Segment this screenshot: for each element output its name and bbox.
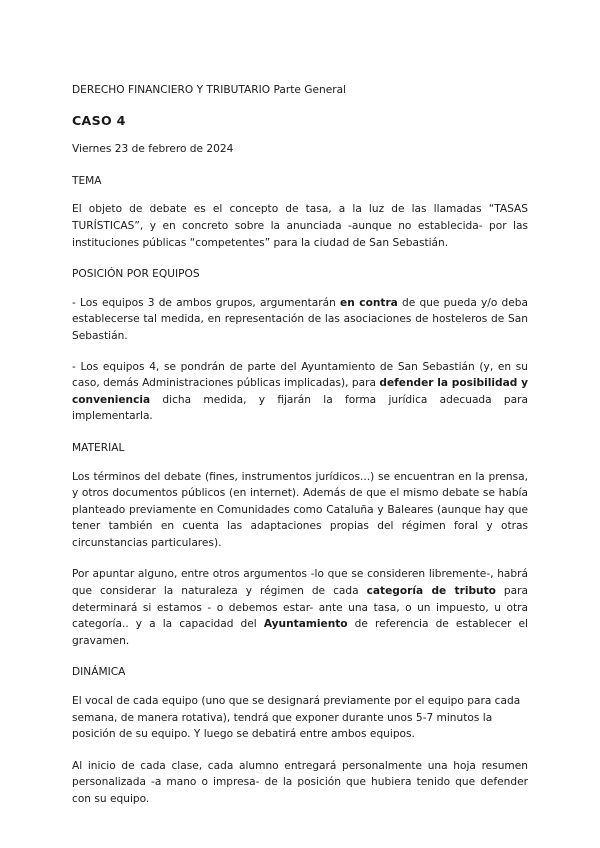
section-heading-dinamica: DINÁMICA (72, 666, 126, 679)
section-heading-tema: TEMA (72, 174, 102, 187)
dinamica-paragraph-2: Al inicio de cada clase, cada alumno entregará personalmente una hoja resumen personalizada -a mano o impresa- de la posición que hubiera tenido que defender con su equipo. (72, 759, 528, 805)
material-p2-text-start: Por apuntar alguno, entre otros argumentos -lo que se consideren libremente-, habrá que considerar la naturaleza y régimen de cada (72, 568, 528, 598)
posicion-p1-emphasis: en contra (340, 296, 398, 309)
material-paragraph-1: Los términos del debate (fines, instrumentos jurídicos...) se encuentran en la prensa, y otros documentos públicos (en internet). Además de que el mismo debate se había planteado previamente en Comunidades como Cataluña y Baleares (aunque hay que tener también en cuenta las adaptaciones propias del régimen foral y otras circunstancias particulares). (72, 470, 528, 549)
posicion-p1-text-start: - Los equipos 3 de ambos grupos, argumentarán (72, 296, 341, 309)
posicion-p2-emphasis: defender la posibilidad y conveniencia (72, 377, 528, 406)
material-p2-emphasis-2: Ayuntamiento (263, 618, 348, 631)
posicion-p2-text-end: dicha medida, y fijarán la forma jurídica adecuada para implementarla. (72, 393, 528, 423)
document-date: Viernes 23 de febrero de 2024 (72, 143, 234, 156)
posicion-paragraph-1 (72, 295, 528, 345)
dinamica-paragraph-1: El vocal de cada equipo (uno que se designará previamente por el equipo para cada semana, de manera rotativa), tendrá que exponer durante unos 5-7 minutos la posición de su equipo. Y luego se debatirá entre ambos equipos. (72, 695, 521, 741)
posicion-p1-text-end: de que pueda y/o deba establecerse tal medida, en representación de las asociaciones de hosteleros de San Sebastián. (72, 296, 528, 342)
section-heading-posicion: POSICIÓN POR EQUIPOS (72, 268, 200, 281)
material-p2-text-end: de referencia de establecer el gravamen. (72, 618, 529, 647)
tema-paragraph: El objeto de debate es el concepto de tasa, a la luz de las llamadas “TASAS TURÍSTICAS”, y en concreto sobre la anunciada -aunque no establecida- por las instituciones públicas “competentes” para la ciudad de San Sebastián. (72, 203, 528, 249)
material-paragraph-2 (72, 566, 528, 649)
posicion-paragraph-2 (72, 359, 528, 425)
section-heading-material: MATERIAL (72, 441, 125, 454)
posicion-p2-text-start: - Los equipos 4, se pondrán de parte del Ayuntamiento de San Sebastián (y, en su caso, demás Administraciones públicas implicadas), para (72, 360, 528, 390)
material-p2-text-middle: para determinará si estamos - o debemos estar- ante una tasa, o un impuesto, u otra categoría.. y a la capacidad del (72, 585, 528, 631)
case-title: CASO 4 (72, 112, 126, 128)
course-title: DERECHO FINANCIERO Y TRIBUTARIO Parte General (72, 84, 347, 96)
material-p2-emphasis-1: categoría de tributo (366, 585, 496, 598)
document-page (72, 82, 528, 808)
